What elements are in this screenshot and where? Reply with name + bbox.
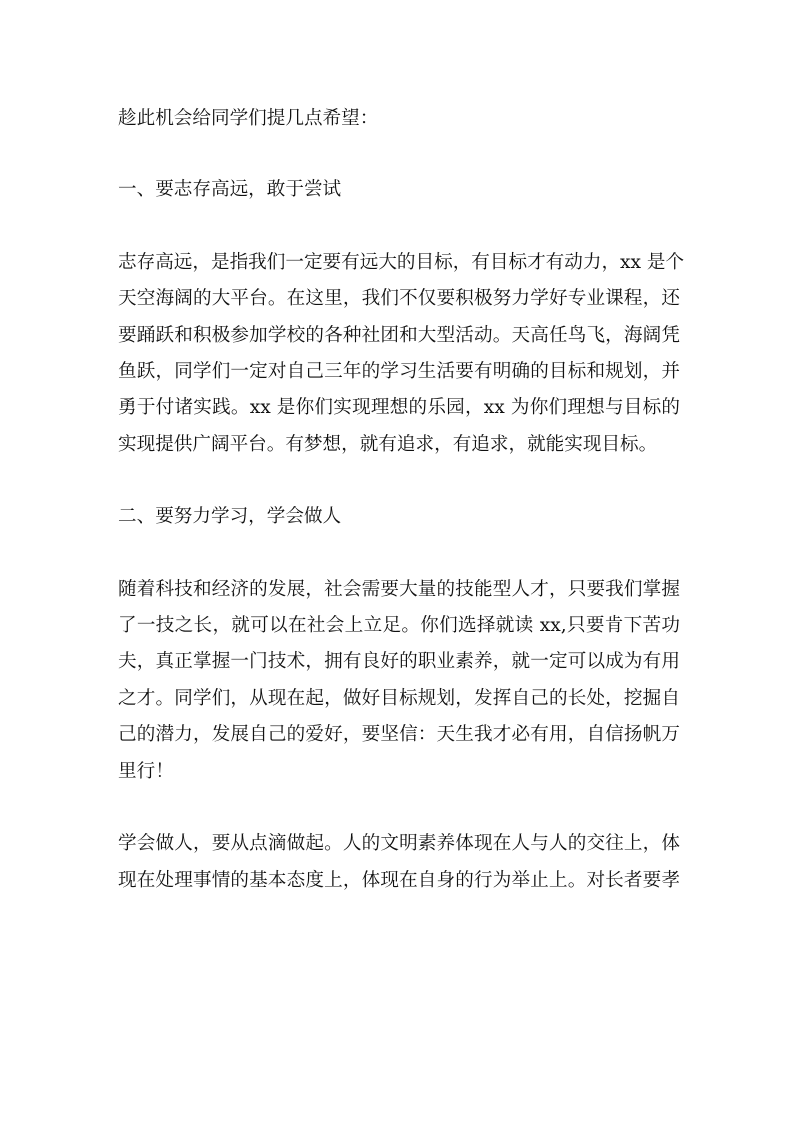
intro-paragraph xyxy=(118,101,680,137)
paragraph-line: 了一技之长，就可以在社会上立足。你们选择就读 xx,只要肯下苦功 xyxy=(118,615,680,637)
section-heading-1 xyxy=(118,172,680,208)
paragraph-line: 里行！ xyxy=(118,760,174,782)
paragraph-line: 现在处理事情的基本态度上，体现在自身的行为举止上。对长者要孝 xyxy=(118,869,680,891)
document-body xyxy=(118,101,685,899)
section-2-paragraph-1 xyxy=(118,572,680,790)
paragraph-line: 勇于付诸实践。xx 是你们实现理想的乐园，xx 为你们理想与目标的 xyxy=(118,397,680,419)
paragraph-line: 随着科技和经济的发展，社会需要大量的技能型人才，只要我们掌握 xyxy=(118,578,680,600)
paragraph-line: 天空海阔的大平台。在这里，我们不仅要积极努力学好专业课程，还 xyxy=(118,288,680,310)
paragraph-line: 要踊跃和积极参加学校的各种社团和大型活动。天高任鸟飞，海阔凭 xyxy=(118,324,680,346)
section-1-paragraph-1 xyxy=(118,245,685,463)
paragraph-line: 鱼跃，同学们一定对自己三年的学习生活要有明确的目标和规划，并 xyxy=(118,361,680,383)
section-2-paragraph-2 xyxy=(118,826,680,899)
paragraph-line: 夫，真正掌握一门技术，拥有良好的职业素养，就一定可以成为有用 xyxy=(118,651,680,673)
paragraph-line: 实现提供广阔平台。有梦想，就有追求，有追求，就能实现目标。 xyxy=(118,433,658,455)
paragraph-line: 己的潜力，发展自己的爱好，要坚信：天生我才必有用，自信扬帆万 xyxy=(118,724,680,746)
section-heading-text: 二、要努力学习，学会做人 xyxy=(118,506,342,528)
section-heading-2 xyxy=(118,499,680,535)
intro-line: 趁此机会给同学们提几点希望： xyxy=(118,108,379,129)
paragraph-line: 之才。同学们，从现在起，做好目标规划，发挥自己的长处，挖掘自 xyxy=(118,687,680,709)
paragraph-line: 志存高远，是指我们一定要有远大的目标，有目标才有动力，xx 是个 xyxy=(118,251,685,273)
paragraph-line: 学会做人，要从点滴做起。人的文明素养体现在人与人的交往上，体 xyxy=(118,833,680,855)
section-heading-text: 一、要志存高远，敢于尝试 xyxy=(118,179,342,201)
